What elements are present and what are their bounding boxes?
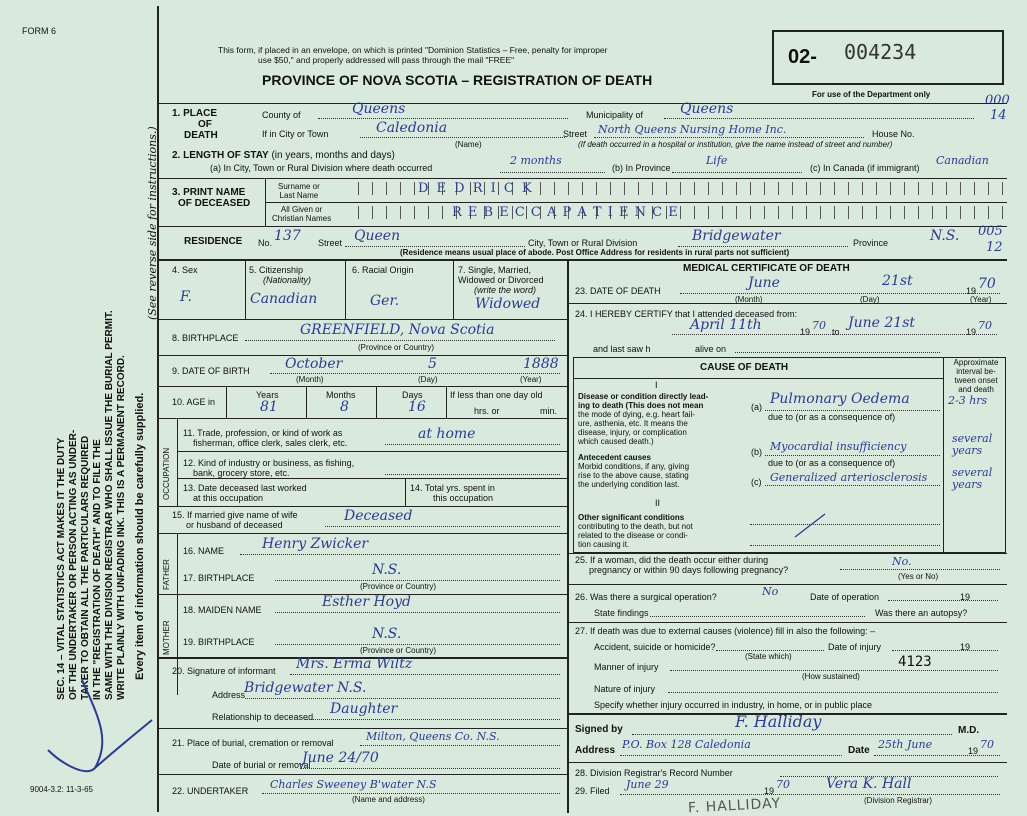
stay-c-value: Canadian	[936, 154, 989, 167]
filed-line	[620, 794, 1000, 795]
cause-rule	[567, 553, 1007, 554]
alive-on-line	[735, 352, 940, 353]
cause-b-value: Myocardial insufficiency	[770, 440, 907, 453]
pregnancy-line	[840, 569, 1000, 570]
cause-c-interval: several years	[952, 466, 993, 491]
industry-line	[385, 474, 560, 475]
cause-c-line	[765, 485, 940, 486]
state-findings-line	[650, 616, 865, 617]
certificate-year-prefix: 19	[968, 746, 979, 756]
other-line-2	[750, 545, 940, 546]
racial-origin-value: Ger.	[370, 293, 400, 309]
registrar-stamp: F. HALLIDAY	[687, 795, 782, 816]
citizenship-value: Canadian	[250, 291, 318, 307]
antecedent-label: Antecedent causes Morbid conditions, if any, giving rise to the above cause, stating the underlying condition last.	[578, 453, 690, 489]
name-row-rule	[265, 202, 1007, 203]
burial-place-value: Milton, Queens Co. N.S.	[366, 730, 500, 743]
operation-date-line	[888, 600, 998, 601]
residence-province-label: Province	[853, 238, 889, 248]
yes-no-caption: (Yes or No)	[898, 572, 939, 581]
street-line	[594, 137, 864, 138]
dob-rule	[157, 386, 567, 387]
undertaker-caption: (Name and address)	[352, 795, 425, 804]
accident-label: Accident, suicide or homicide?	[594, 642, 716, 652]
informant-rule	[157, 728, 567, 729]
stay-a-value: 2 months	[510, 154, 562, 167]
informant-address: Bridgewater N.S.	[244, 680, 367, 696]
father-name-line	[240, 554, 560, 555]
operation-year-prefix: 19	[960, 592, 971, 602]
min-label: min.	[540, 406, 558, 416]
attended-to: June 21st	[848, 315, 916, 331]
age-years: 81	[260, 399, 278, 415]
dod-month: June	[748, 275, 780, 291]
dept-code-1: 000	[985, 93, 1010, 108]
citizenship-divider	[345, 259, 346, 319]
dob-label: 9. DATE OF BIRTH	[172, 366, 250, 376]
interval-divider	[943, 357, 944, 553]
residence-street: Queen	[354, 228, 401, 244]
specify-label: Specify whether injury occurred in industry, in home, or in public place	[594, 700, 872, 710]
pregnancy-value: No.	[892, 555, 912, 568]
city-caption: (Name)	[455, 140, 482, 149]
dob-year-caption: (Year)	[520, 375, 542, 384]
cause-b-line	[765, 455, 940, 456]
certificate-date: 25th June	[878, 738, 933, 751]
cause-a-label: (a)	[751, 402, 762, 412]
disease-label: Disease or condition directly lead- ing to death (This does not mean the mode of dying, e.g. heart fail- ure, asthenia, etc. It means the disease, injury, or complication which caused death.)	[578, 392, 709, 446]
years-spent-label: 14. Total yrs. spent in this occupation	[410, 483, 495, 503]
residence-street-line	[345, 246, 525, 247]
md-label: M.D.	[958, 725, 980, 736]
margin-initial-mark	[40, 650, 160, 790]
dob-day-caption: (Day)	[418, 375, 438, 384]
main-left-border	[157, 6, 159, 812]
other-strike-mark	[790, 510, 830, 540]
external-causes-label: 27. If death was due to external causes (violence) fill in also the following: –	[575, 626, 876, 636]
dob-month: October	[285, 356, 343, 372]
surgery-rule	[567, 622, 1007, 623]
marital-status-label: 7. Single, Married, Widowed or Divorced (write the word)	[458, 265, 544, 295]
dod-line	[680, 293, 1000, 294]
birthplace-label: 8. BIRTHPLACE	[172, 333, 239, 343]
cause-a-interval: 2-3 hrs	[948, 394, 988, 407]
alive-on-label: alive on	[695, 344, 727, 354]
injury-date-line	[892, 650, 998, 651]
dept-code-2: 14	[990, 108, 1007, 123]
spouse-value: Deceased	[344, 508, 413, 524]
father-name-value: Henry Zwicker	[262, 536, 369, 552]
mother-birthplace-value: N.S.	[372, 626, 402, 642]
informant-label: 20. Signature of informant	[172, 666, 276, 676]
county-value: Queens	[352, 101, 406, 117]
trade-value: at home	[418, 426, 476, 442]
dept-use-label: For use of the Department only	[812, 90, 931, 99]
racial-origin-label: 6. Racial Origin	[352, 265, 414, 275]
residence-city: Bridgewater	[692, 228, 781, 244]
age-rule	[157, 418, 567, 419]
given-names-value: R E B E C C A P A T I E N C E	[452, 205, 679, 220]
residence-code-2: 12	[986, 240, 1003, 255]
burial-rule	[157, 774, 567, 775]
age-months-label: Months	[326, 390, 356, 400]
undertaker-label: 22. UNDERTAKER	[172, 786, 249, 796]
physician-signature: F. Halliday	[735, 712, 822, 731]
cause-header-rule	[573, 378, 943, 379]
citizenship-label: 5. Citizenship (Nationality)	[249, 265, 312, 285]
marital-status-value: Widowed	[475, 296, 541, 312]
relationship-line	[305, 719, 560, 720]
burial-place-line	[360, 745, 560, 746]
hospital-note: (If death occurred in a hospital or institution, give the name instead of street and number)	[578, 140, 893, 149]
form-code: 9004-3.2: 11-3-65	[30, 785, 94, 794]
spouse-label: 15. If married give name of wife or husband of deceased	[172, 510, 298, 530]
cause-title: CAUSE OF DEATH	[700, 362, 789, 373]
header-rule	[157, 103, 1007, 104]
sex-label: 4. Sex	[172, 265, 198, 275]
age-months: 8	[340, 399, 349, 415]
dod-year-caption: (Year)	[970, 295, 992, 304]
manner-label: Manner of injury	[594, 662, 659, 672]
under-day-label: If less than one day old	[450, 390, 543, 400]
other-line-1	[750, 524, 940, 525]
cause-b-label: (b)	[751, 447, 762, 457]
race-divider	[453, 259, 454, 319]
residence-city-label: City, Town or Rural Division	[528, 238, 638, 248]
due-to-a-label: due to (or as a consequence of)	[768, 412, 896, 422]
physician-address-line	[620, 755, 842, 756]
county-label: County of	[262, 110, 301, 120]
dob-line	[270, 373, 560, 374]
physician-address-label: Address	[575, 745, 616, 756]
residence-street-label: Street	[318, 238, 343, 248]
record-number-label: 28. Division Registrar's Record Number	[575, 768, 733, 778]
given-names-label: All Given or Christian Names	[272, 205, 332, 223]
father-birthplace-line	[275, 580, 560, 581]
mother-birthplace-caption: (Province or Country)	[360, 646, 437, 655]
surname-label: Surname or Last Name	[278, 182, 320, 200]
personal-rule	[157, 319, 567, 320]
dob-day: 5	[428, 356, 437, 372]
stay-rule	[157, 178, 1007, 179]
surgery-label: 26. Was there a surgical operation?	[575, 592, 717, 602]
spouse-rule	[157, 533, 567, 534]
father-birthplace-label: 17. BIRTHPLACE	[183, 573, 255, 583]
medical-title: MEDICAL CERTIFICATE OF DEATH	[683, 263, 850, 274]
physician-address: P.O. Box 128 Caledonia	[622, 738, 751, 751]
father-name-label: 16. NAME	[183, 546, 225, 556]
stay-label: 2. LENGTH OF STAY (in years, months and days)	[172, 150, 395, 161]
age-divider-1	[226, 386, 227, 418]
margin-instructions: SEC. 14 – VITAL STATISTICS ACT MAKES IT THE DUTY OF THE UNDERTAKER OR PERSON ACTING AS UNDER- TAKER TO OBTAIN ALL THE PARTICULARS REQUIRED IN THE "REGISTRATION OF DEATH" AND TO FILE THE SAME WITH THE DIVISION REGISTRAR WHO SHALL ISSUE THE BURIAL PERMIT. WRITE PLAINLY WITH UNFADING INK. THIS IS A PERMANENT RECORD.	[56, 310, 127, 700]
mother-birthplace-label: 19. BIRTHPLACE	[183, 637, 255, 647]
injury-year-prefix: 19	[960, 642, 971, 652]
cause-a-line	[765, 410, 940, 411]
stay-b-value: Life	[706, 154, 728, 167]
age-divider-4	[446, 386, 447, 418]
how-sustained-caption: (How sustained)	[802, 672, 860, 681]
certificate-year: 70	[980, 738, 994, 751]
dod-month-caption: (Month)	[735, 295, 763, 304]
burial-place-label: 21. Place of burial, cremation or removal	[172, 738, 334, 748]
mother-birthplace-line	[275, 644, 560, 645]
signature-rule	[567, 762, 1007, 763]
residence-no: 137	[274, 228, 301, 244]
house-label: House No.	[872, 129, 915, 139]
signed-by-label: Signed by	[575, 724, 623, 735]
from-year: 70	[812, 319, 826, 332]
certify-label: 24. I HEREBY CERTIFY that I attended deceased from:	[575, 309, 798, 319]
informant-name-line	[290, 674, 560, 675]
stay-a-label: (a) In City, Town or Rural Division where death occurred	[210, 163, 433, 173]
municipality-value: Queens	[680, 101, 734, 117]
to-label: to	[832, 327, 840, 337]
age-days-label: Days	[402, 390, 423, 400]
cause-b-interval: several years	[952, 432, 993, 457]
undertaker-value: Charles Sweeney B'water N.S	[270, 778, 437, 791]
to-year: 70	[978, 319, 992, 332]
industry-rule	[177, 478, 567, 479]
margin-reverse-note: (See reverse side for instructions.)	[146, 126, 159, 320]
sex-value: F.	[180, 289, 192, 305]
injury-date-label: Date of injury	[828, 642, 882, 652]
mail-notice: This form, if placed in an envelope, on which is printed "Dominion Statistics – Free, penalty for improper use $50," and properly addressed will pass through the mail "FREE"	[218, 45, 608, 65]
dob-year: 1888	[523, 356, 559, 372]
registrar-caption: (Division Registrar)	[864, 796, 933, 805]
registration-number-box	[772, 30, 1004, 85]
sex-divider	[245, 259, 246, 319]
manner-code: 4123	[898, 654, 932, 670]
trade-rule	[177, 451, 567, 452]
mother-side-label: MOTHER	[162, 620, 171, 655]
municipality-label: Municipality of	[586, 110, 644, 120]
mother-name-label: 18. MAIDEN NAME	[183, 605, 262, 615]
street-label: Street	[563, 129, 588, 139]
cause-a-value: Pulmonary Oedema	[770, 391, 910, 407]
occupation-rule	[157, 506, 567, 507]
age-label: 10. AGE in	[172, 397, 216, 407]
other-conditions-label: Other significant conditions contributing to the death, but not related to the disease or condi- tion causing it.	[578, 513, 693, 549]
dod-label: 23. DATE OF DEATH	[575, 286, 661, 296]
undertaker-line	[262, 793, 560, 794]
residence-city-line	[678, 246, 848, 247]
dob-month-caption: (Month)	[296, 375, 324, 384]
interval-label: Approximate interval be- tween onset and death	[953, 358, 999, 394]
residence-province: N.S.	[930, 228, 960, 244]
accident-line	[716, 650, 824, 651]
due-to-b-label: due to (or as a consequence of)	[768, 458, 896, 468]
state-which-caption: (State which)	[745, 652, 792, 661]
part-two-label: II	[655, 498, 661, 508]
occupation-side-label: OCCUPATION	[162, 447, 171, 500]
birthplace-rule	[157, 355, 567, 356]
trade-line	[385, 444, 560, 445]
dod-rule	[567, 303, 1007, 304]
last-saw-label: and last saw h	[593, 344, 651, 354]
city-line	[360, 137, 565, 138]
father-birthplace-value: N.S.	[372, 562, 402, 578]
operation-date-label: Date of operation	[810, 592, 880, 602]
industry-label: 12. Kind of industry or business, as fishing, bank, grocery store, etc.	[183, 458, 355, 478]
part-one-label: I	[655, 380, 658, 390]
place-label: 1. PLACE OF DEATH	[172, 108, 218, 141]
nature-label: Nature of injury	[594, 684, 656, 694]
occupation-side-divider	[177, 418, 178, 506]
city-value: Caledonia	[376, 120, 448, 136]
cause-c-value: Generalized arteriosclerosis	[770, 471, 928, 484]
registration-prefix: 02-	[788, 46, 817, 68]
informant-address-line	[245, 698, 560, 699]
residence-rule	[157, 259, 1007, 261]
dod-year: 70	[978, 276, 996, 292]
mother-name-value: Esther Hoyd	[322, 594, 411, 610]
state-findings-label: State findings	[594, 608, 649, 618]
margin-supply-note: Every item of information should be carefully supplied.	[134, 392, 146, 680]
county-line	[318, 118, 568, 119]
autopsy-label: Was there an autopsy?	[875, 608, 968, 618]
pregnancy-label: 25. If a woman, did the death occur either during pregnancy or within 90 days following pregnancy?	[575, 555, 789, 575]
dod-year-prefix: 19	[966, 286, 977, 296]
stay-c-label: (c) In Canada (if immigrant)	[810, 163, 920, 173]
page-title: PROVINCE OF NOVA SCOTIA – REGISTRATION OF DEATH	[262, 72, 653, 88]
manner-line	[670, 670, 998, 671]
mother-name-line	[275, 612, 560, 613]
informant-name: Mrs. Erma Wiltz	[296, 656, 413, 672]
birthplace-value: GREENFIELD, Nova Scotia	[300, 322, 495, 338]
last-worked-divider	[405, 478, 406, 506]
column-divider	[567, 259, 569, 713]
surname-value: D E D R I C K	[418, 181, 534, 196]
hrs-label: hrs. or	[474, 406, 500, 416]
father-birthplace-caption: (Province or Country)	[360, 582, 437, 591]
relationship-label: Relationship to deceased	[212, 712, 314, 722]
dod-day-caption: (Day)	[860, 295, 880, 304]
trade-label: 11. Trade, profession, or kind of work as fisherman, office clerk, sales clerk, etc.	[183, 428, 348, 448]
age-divider-2	[306, 386, 307, 418]
burial-date-label: Date of burial or removal	[212, 760, 311, 770]
residence-code-1: 005	[978, 224, 1003, 239]
attended-line	[672, 334, 997, 335]
certificate-date-label: Date	[848, 745, 870, 756]
dod-day: 21st	[882, 273, 913, 289]
name-rule	[157, 226, 1007, 227]
age-divider-3	[376, 386, 377, 418]
filed-date: June 29	[626, 778, 669, 791]
registration-number: 004234	[844, 40, 917, 64]
municipality-line	[664, 118, 974, 119]
relationship-value: Daughter	[330, 701, 398, 717]
stay-b-label: (b) In Province	[612, 163, 671, 173]
burial-date-line	[300, 768, 560, 769]
to-year-prefix: 19	[966, 327, 977, 337]
spouse-line	[325, 526, 560, 527]
birthplace-caption: (Province or Country)	[358, 343, 435, 352]
burial-date-value: June 24/70	[302, 750, 379, 766]
attended-from: April 11th	[690, 317, 762, 333]
registrar-signature: Vera K. Hall	[826, 776, 912, 792]
column-divider-lower	[567, 713, 569, 813]
filed-year: 70	[776, 778, 790, 791]
form-number: FORM 6	[22, 26, 57, 36]
filed-year-prefix: 19	[764, 786, 775, 796]
city-label: If in City or Town	[262, 129, 329, 139]
residence-note: (Residence means usual place of abode. Post Office Address for residents in rural parts not sufficient)	[400, 248, 790, 257]
informant-address-label: Address	[212, 690, 246, 700]
father-side-label: FATHER	[162, 559, 171, 590]
age-years-label: Years	[256, 390, 279, 400]
name-label: 3. PRINT NAME OF DECEASED	[172, 187, 251, 209]
street-value: North Queens Nursing Home Inc.	[598, 123, 787, 136]
cause-c-label: (c)	[751, 477, 762, 487]
birthplace-line	[245, 340, 555, 341]
stay-a-line	[500, 172, 605, 173]
stay-b-line	[672, 172, 802, 173]
filed-label: 29. Filed	[575, 786, 610, 796]
signature-line	[632, 734, 952, 735]
residence-label: RESIDENCE	[184, 236, 243, 247]
last-worked-label: 13. Date deceased last worked at this occupation	[183, 483, 307, 503]
surgery-value: No	[762, 585, 779, 598]
pregnancy-rule	[567, 584, 1007, 585]
nature-line	[668, 692, 998, 693]
from-year-prefix: 19	[800, 327, 811, 337]
certificate-date-line	[874, 755, 1000, 756]
age-days: 16	[408, 399, 426, 415]
residence-no-label: No.	[258, 238, 273, 248]
